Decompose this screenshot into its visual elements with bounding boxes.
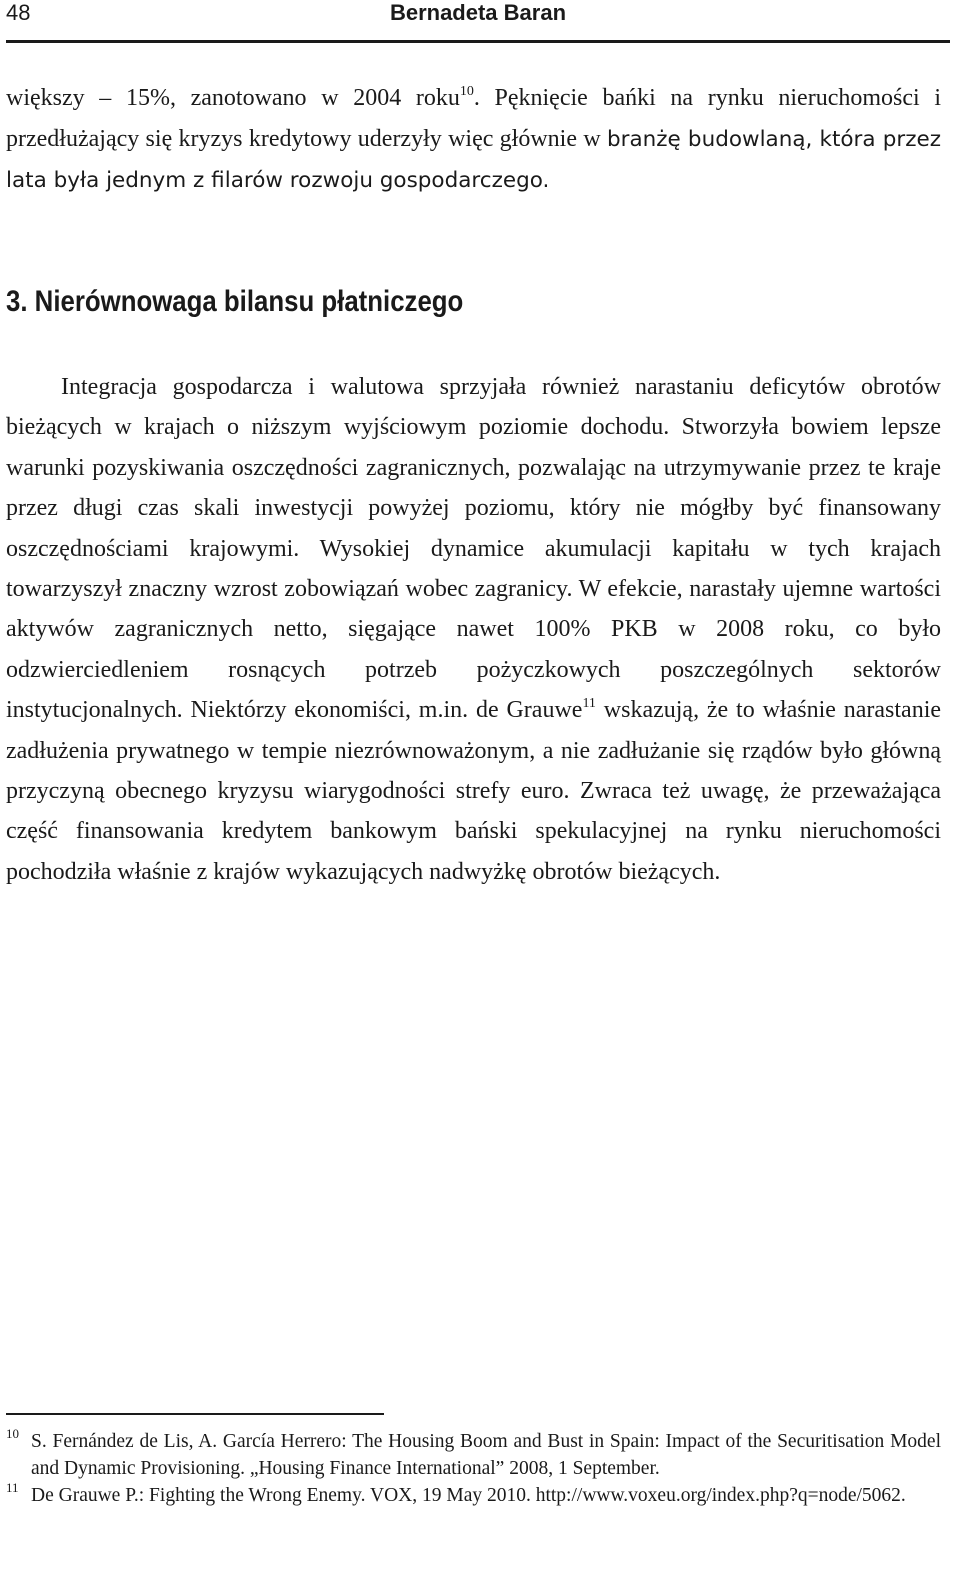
section-text-2: Stworzyła bowiem lepsze warunki pozyskiwania oszczędności zagranicznych, pozwalając na utrzymywanie przez te kraje przez długi czas skali inwestycji powyżej poziomu, który nie mógłby być finansowany oszczędnościami krajowymi. Wysokiej dynamice akumulacji kapitału w tych krajach towarzyszył znaczny wzrost zobowiązań wobec zagranicy. W efekcie, narastały ujemne wartości aktywów zagranicznych netto, sięgające nawet 100% PKB w 2008 roku, co było odzwierciedleniem rosnących potrzeb pożyczkowych poszczególnych sektorów instytucjonalnych. Niektórzy ekonomiści, m.in. de Grauwe <box>6 414 941 724</box>
lead-text <box>6 78 941 202</box>
section-heading: 3. Nierównowaga bilansu płatniczego <box>6 285 464 318</box>
section-text-3: wskazują, że to właśnie narastanie zadłużenia prywatnego w tempie niezrównoważonym, a nie zadłużanie się rządów było główną przyczyną obecnego kryzysu wiarygodności strefy euro. Zwraca też uwagę, że przeważająca część finansowania kredytem bankowym bański spekulacyjnej na rynku nieruchomości pochodziła właśnie z krajów wykazujących nadwyżkę obrotów bieżących. <box>6 697 942 885</box>
page-number: 48 <box>6 0 31 25</box>
footnote-10 <box>6 1428 941 1482</box>
footnote-mark: 11 <box>6 1480 19 1495</box>
header-rule <box>6 40 950 43</box>
footnote-mark: 10 <box>6 1426 19 1441</box>
lead-part-2: . Pęknięcie bańki na rynku nieruchomości i przedłużający się kryzys kredytowy uderzyły więc głównie w <box>6 85 942 152</box>
section-body <box>6 367 941 892</box>
footnotes <box>6 1428 941 1509</box>
footnote-11 <box>6 1482 941 1509</box>
lead-part-1: większy – 15%, zanotowano w 2004 roku <box>6 85 460 111</box>
section-paragraph <box>6 367 941 892</box>
footnote-text: S. Fernández de Lis, A. García Herrero: The Housing Boom and Bust in Spain: Impact of the Securitisation Model and Dynamic Provisioning. „Housing Finance International” 2008, 1 September. <box>31 1431 941 1479</box>
footnote-text: De Grauwe P.: Fighting the Wrong Enemy. VOX, 19 May 2010. http://www.voxeu.org/index.php?q=node/5062. <box>31 1485 906 1506</box>
section-sentence-1: Integracja gospodarcza i walutowa sprzyjała również narastaniu deficytów obrotów bieżących w krajach o niższym wyjściowym poziomie dochodu. <box>6 374 941 441</box>
page-header <box>6 0 950 30</box>
footnote-ref-10: 10 <box>459 84 474 99</box>
footnote-separator <box>6 1413 384 1415</box>
lead-paragraph <box>6 78 941 202</box>
footnote-ref-11: 11 <box>582 696 596 712</box>
lead-part-3: branżę budowlaną, która przez lata była jednym z filarów rozwoju gospodarczego. <box>6 126 941 193</box>
running-head: Bernadeta Baran <box>389 0 567 25</box>
